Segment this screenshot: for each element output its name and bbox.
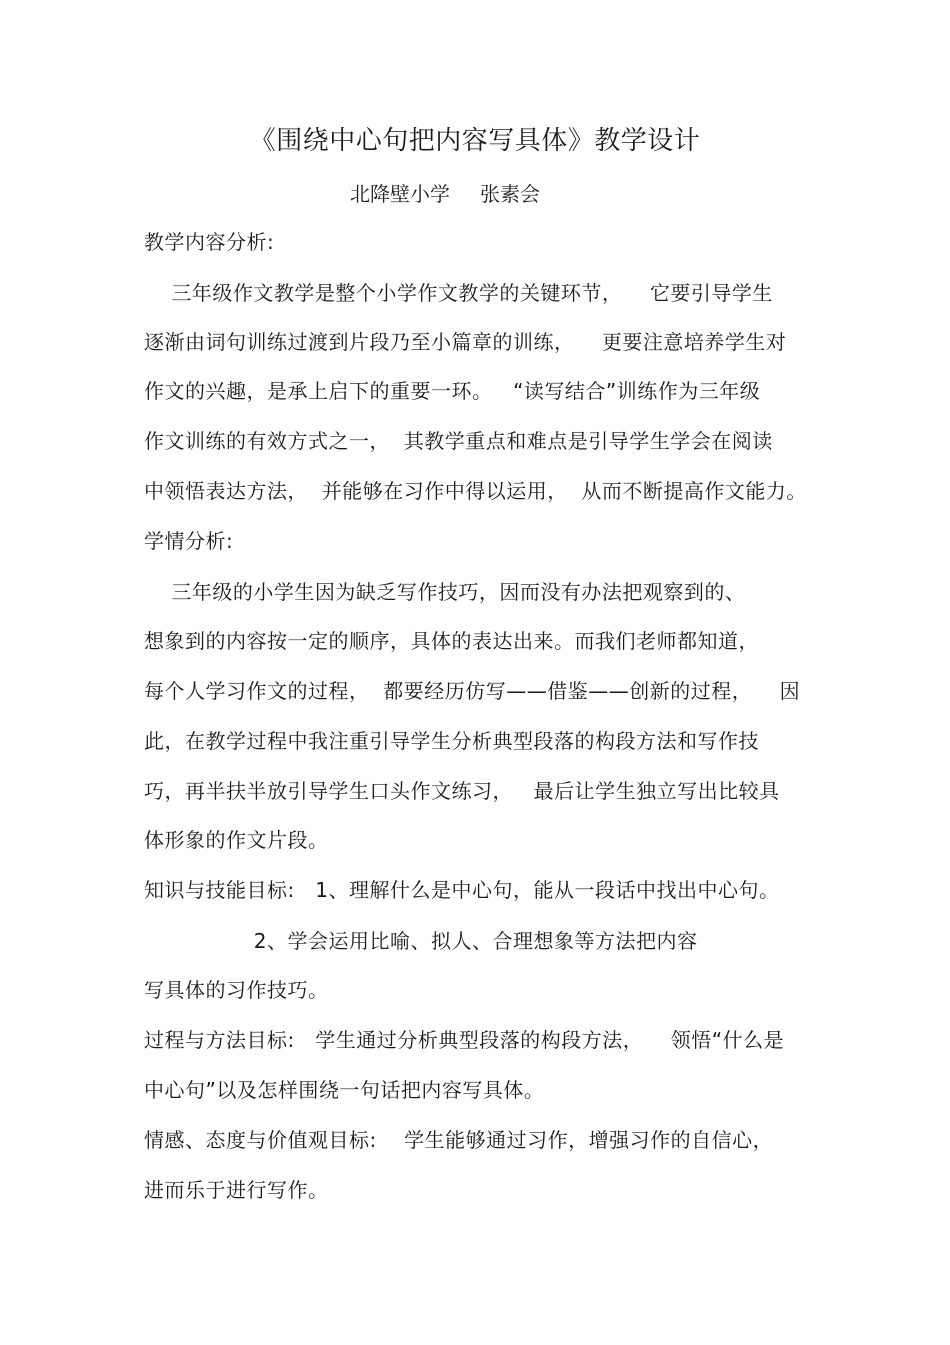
paragraph-line: 写具体的习作技巧。	[144, 978, 329, 1002]
document-title: 《围绕中心句把内容写具体》教学设计	[249, 126, 701, 156]
goal-knowledge-skills-item-2: 2、学会运用比喻、拟人、合理想象等方法把内容	[144, 929, 698, 953]
paragraph-line: 中领悟表达方法， 并能够在习作中得以运用， 从而不断提高作文能力。	[144, 479, 807, 503]
goal-emotion-attitude: 情感、态度与价值观目标: 学生能够通过习作，增强习作的自信心，	[144, 1128, 774, 1152]
section-heading-student-analysis: 学情分析:	[144, 529, 234, 553]
goal-process-method: 过程与方法目标: 学生通过分析典型段落的构段方法， 领悟“什么是	[144, 1028, 785, 1052]
author-line	[350, 180, 540, 208]
paragraph-line: 想象到的内容按一定的顺序，具体的表达出来。而我们老师都知道，	[144, 629, 759, 653]
paragraph-line: 进而乐于进行写作。	[144, 1178, 329, 1202]
paragraph-line: 中心句”以及怎样围绕一句话把内容写具体。	[144, 1078, 545, 1102]
paragraph-line: 作文的兴趣，是承上启下的重要一环。 “读写结合”训练作为三年级	[144, 379, 761, 403]
paragraph-line: 巧，再半扶半放引导学生口头作文练习， 最后让学生独立写出比较具	[144, 779, 780, 803]
section-heading-content-analysis: 教学内容分析:	[144, 230, 275, 254]
paragraph-line: 逐渐由词句训练过渡到片段乃至小篇章的训练， 更要注意培养学生对	[144, 330, 787, 354]
paragraph-line: 每个人学习作文的过程， 都要经历仿写——借鉴——创新的过程， 因	[144, 679, 801, 703]
school-name: 北降壁小学	[350, 182, 450, 206]
paragraph-line: 三年级作文教学是整个小学作文教学的关键环节， 它要引导学生	[144, 281, 773, 305]
paragraph-line: 三年级的小学生因为缺乏写作技巧，因而没有办法把观察到的、	[144, 580, 746, 604]
paragraph-line: 此，在教学过程中我注重引导学生分析典型段落的构段方法和写作技	[144, 729, 759, 753]
paragraph-line: 体形象的作文片段。	[144, 828, 329, 852]
goal-knowledge-skills: 知识与技能目标: 1、理解什么是中心句，能从一段话中找出中心句。	[144, 878, 780, 902]
author-name: 张素会	[480, 182, 540, 206]
paragraph-line: 作文训练的有效方式之一， 其教学重点和难点是引导学生学会在阅读	[144, 429, 773, 453]
